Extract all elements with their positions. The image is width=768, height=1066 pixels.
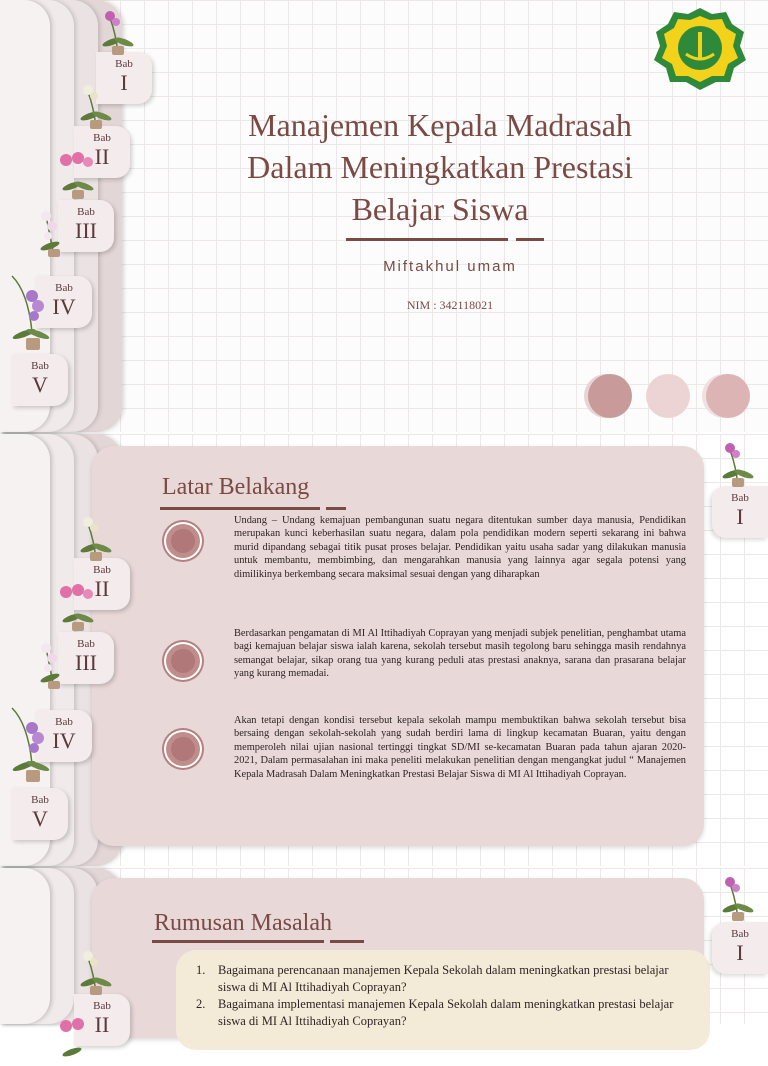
tab-label: Bab — [77, 206, 95, 218]
decor-circle — [646, 374, 690, 418]
tab-number: II — [94, 144, 110, 169]
paragraph: Undang – Undang kemajuan pembangunan suatu negara ditentukan sumber daya manusia, Pendidikan merupakan kunci keberhasilan suatu negara, dalam pola pendidikan modern seperti sekarang ini bahwa murid dipandang sebagai titik pusat proses belajar. Pendidikan yaitu usaha sadar yang dilakukan manusia untuk membantu, membimbing, dan mengarahkan manusia yang lainnya agar segala potensi yang dimilikinya berkembang secara maksimal sesuai dengan yang diharapkan — [234, 515, 686, 580]
tab-label: Bab — [31, 794, 49, 806]
orchid-flower-icon — [74, 944, 118, 996]
tab-label: Bab — [93, 1000, 111, 1012]
title-underline — [346, 238, 508, 241]
tab-bab-1-right[interactable] — [712, 486, 768, 538]
list-text: Bagaimana implementasi manajemen Kepala Sekolah dalam meningkatkan prestasi belajar siswa di MI Al Ittihadiyah Coprayan? — [218, 997, 674, 1028]
orchid-flower-icon — [8, 272, 52, 352]
orchid-flower-icon — [34, 638, 78, 690]
list-text: Bagaimana perencanaan manajemen Kepala Sekolah dalam meningkatkan prestasi belajar siswa di MI Al Ittihadiyah Coprayan? — [218, 963, 669, 994]
tab-bab-5[interactable] — [12, 354, 68, 406]
orchid-flower-icon — [8, 704, 52, 784]
section-underline-short — [330, 940, 364, 943]
section-underline-short — [326, 507, 346, 510]
bullet-circle — [166, 644, 200, 678]
section-title: Rumusan Masalah — [154, 910, 332, 936]
tab-label: Bab — [731, 492, 749, 504]
author-name: Miftakhul umam — [383, 258, 517, 275]
tab-label: Bab — [93, 564, 111, 576]
tab-number: II — [94, 576, 110, 601]
title-line: Belajar Siswa — [351, 191, 529, 227]
student-id: NIM : 342118021 — [406, 298, 494, 312]
orchid-flower-icon — [96, 4, 140, 56]
orchid-flower-icon — [56, 1014, 100, 1066]
title-underline-short — [516, 238, 544, 241]
orchid-flower-icon — [716, 436, 760, 488]
section-title: Latar Belakang — [162, 474, 310, 500]
tab-bab-1-right[interactable] — [712, 922, 768, 974]
tab-bab-5[interactable] — [12, 788, 68, 840]
decor-circle — [706, 374, 750, 418]
problem-list — [196, 962, 676, 1030]
tab-number: I — [120, 70, 128, 95]
tab-number: I — [736, 504, 744, 529]
tab-number: II — [94, 1012, 110, 1037]
tab-number: IV — [52, 728, 76, 753]
title-line: Dalam Meningkatkan Prestasi — [247, 149, 633, 185]
list-item — [196, 996, 676, 1030]
tab-label: Bab — [93, 132, 111, 144]
tab-label: Bab — [55, 716, 73, 728]
tab-number: V — [32, 372, 48, 397]
list-number: 1. — [196, 963, 206, 977]
orchid-flower-icon — [56, 580, 100, 632]
tab-label: Bab — [731, 928, 749, 940]
section-underline — [152, 940, 324, 943]
title-line: Manajemen Kepala Madrasah — [248, 107, 632, 143]
school-logo-icon — [652, 6, 748, 92]
section-underline — [160, 507, 320, 510]
bullet-circle — [166, 524, 200, 558]
tab-label: Bab — [115, 58, 133, 70]
tab-number: V — [32, 806, 48, 831]
decor-circle — [588, 374, 632, 418]
orchid-flower-icon — [56, 148, 100, 200]
tab-label: Bab — [77, 638, 95, 650]
slide-rumusan-masalah — [0, 868, 768, 1037]
list-number: 2. — [196, 997, 206, 1011]
slide-latar-belakang — [0, 434, 768, 866]
paragraph: Akan tetapi dengan kondisi tersebut kepala sekolah mampu membuktikan bahwa sekolah tersebut bisa bersaing dengan sekolah-sekolah yang sudah berdiri lama di lingkup kecamatan Buaran, yaitu dengan memperoleh nilai ujian nasional tertinggi tingkat SD/MI se-kecamatan Buaran pada tahun ajaran 2020-2021, Dalam permasalahan ini maka peneliti melakukan penelitian dengan mengangkat judul “ Manajemen Kepala Madrasah Dalam Meningkatkan Prestasi Belajar Siswa di MI Al Ittihadiyah Coprayan. — [234, 715, 686, 780]
tab-number: IV — [52, 294, 76, 319]
orchid-flower-icon — [74, 510, 118, 562]
tab-number: III — [75, 650, 97, 675]
orchid-flower-icon — [74, 78, 118, 130]
tab-number: I — [736, 940, 744, 965]
presentation-title — [210, 104, 670, 230]
orchid-flower-icon — [716, 870, 760, 922]
tab-number: III — [75, 218, 97, 243]
tab-label: Bab — [31, 360, 49, 372]
tab-label: Bab — [55, 282, 73, 294]
orchid-flower-icon — [34, 206, 78, 258]
slide-title — [0, 0, 768, 432]
bullet-circle — [166, 732, 200, 766]
list-item — [196, 962, 676, 996]
paragraph: Berdasarkan pengamatan di MI Al Ittihadiyah Coprayan yang menjadi subjek penelitian, penghambat utama bagi kemajuan belajar siswa ialah karena, sekolah tersebut masih tegolong baru sehingga masih rendahnya semangat belajar, sikap orang tua yang kurang peduli atas prestasi anaknya, sarana dan prasarana belajar yang kurang memadai. — [234, 628, 686, 680]
binder-layer — [0, 868, 50, 1024]
